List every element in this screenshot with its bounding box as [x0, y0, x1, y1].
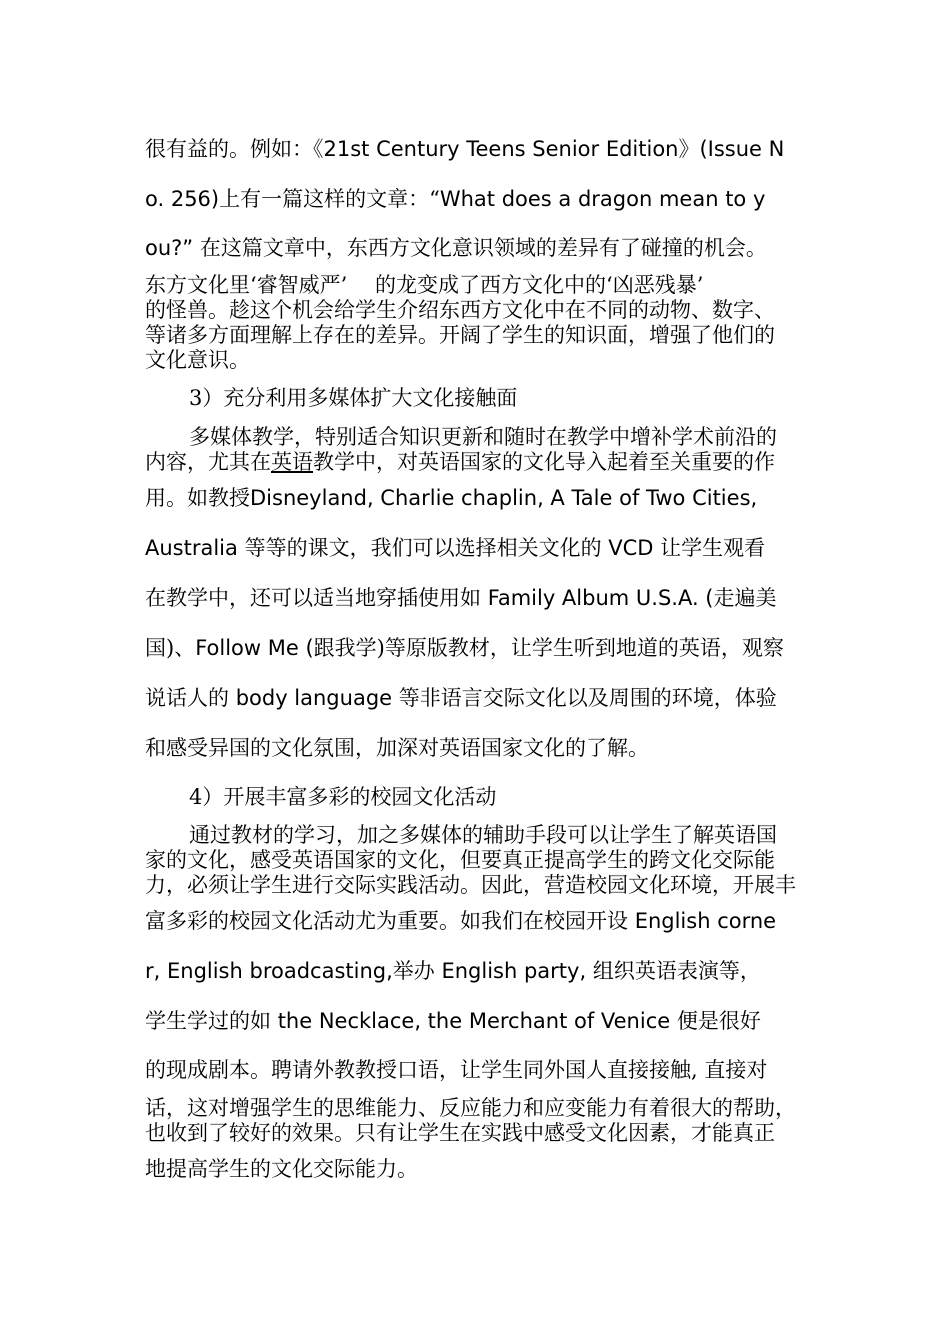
text-run: Disneyland, Charlie chaplin, A Tale of Two Cities, [250, 486, 758, 510]
text-run: 在教学中，还可以适当地穿插使用如 [145, 586, 488, 610]
text-line [145, 136, 810, 162]
text-line [145, 235, 810, 261]
text-run: English party, [441, 959, 587, 983]
text-run: 话，这对增强学生的思维能力、反应能力和应变能力有着很大的帮助， [145, 1096, 796, 1120]
text-run: 国)、 [145, 636, 196, 660]
text-run: 3）充分利用多媒体扩大文化接触面 [189, 386, 518, 410]
text-line [145, 908, 810, 934]
text-run: 很有益的。例如：《 [145, 137, 324, 161]
text-run: What does a dragon mean to y [439, 187, 766, 211]
text-line [189, 424, 854, 450]
text-run: 等非语言交际文化以及周围的环境，体验 [392, 686, 777, 710]
text-run: 内容，尤其在 [145, 450, 271, 474]
text-run: 的现成剧本。聘请外教教授口语，让学生同外国人直接接触, 直接对 [145, 1058, 768, 1082]
text-run: 便是很好 [670, 1009, 761, 1033]
text-run: 》(Issue N [678, 137, 785, 161]
text-run: English corne [634, 909, 777, 933]
text-run: 在这篇文章中，东西方文化意识领域的差异有了碰撞的机会。 [193, 236, 767, 260]
text-run: 和感受异国的文化氛围，加深对英语国家文化的了解。 [145, 736, 649, 760]
text-line [145, 685, 810, 711]
text-line [145, 1095, 810, 1121]
text-line [145, 1156, 810, 1182]
text-run: 也收到了较好的效果。只有让学生在实践中感受文化因素，才能真正 [145, 1121, 775, 1145]
text-run: r, English broadcasting, [145, 959, 393, 983]
text-run: the Necklace, the Merchant of Venice [277, 1009, 671, 1033]
text-run: 用。如教授 [145, 486, 250, 510]
text-run: 教学中，对英语国家的文化导入起着至关重要的作 [313, 450, 775, 474]
text-line [189, 822, 854, 848]
text-line [145, 1057, 810, 1083]
text-run: 东方文化里‘睿智威严’ 的龙变成了西方文化中的‘凶恶残暴’ [145, 273, 704, 297]
text-run: 让学生观看 [653, 536, 766, 560]
text-run: 通过教材的学习，加之多媒体的辅助手段可以让学生了解英语国 [189, 823, 777, 847]
text-run: 学生学过的如 [145, 1009, 278, 1033]
text-run: 多媒体教学，特别适合知识更新和随时在教学中增补学术前沿的 [189, 425, 777, 449]
text-line [145, 485, 810, 511]
text-line [145, 1120, 810, 1146]
text-run: 组织英语表演等， [586, 959, 761, 983]
text-line [145, 1008, 810, 1034]
text-line [145, 635, 810, 661]
text-line [145, 186, 810, 212]
text-line [145, 297, 810, 323]
text-run: 跟我学)等原版教材，让学生听到地道的英语，观察 [313, 636, 784, 660]
text-run: 文化意识。 [145, 348, 250, 372]
text-run: 21st Century Teens Senior Edition [323, 137, 679, 161]
text-run: 等诸多方面理解上存在的差异。开阔了学生的知识面，增强了他们的 [145, 323, 775, 347]
english-link[interactable]: 英语 [271, 450, 313, 474]
text-line [145, 535, 810, 561]
text-run: Family Album U.S.A. ( [487, 586, 714, 610]
text-line [145, 735, 810, 761]
text-run: o. 256) [145, 187, 220, 211]
text-run: body language [235, 686, 393, 710]
text-line [145, 347, 810, 373]
text-run: Follow Me ( [195, 636, 314, 660]
text-run: 4）开展丰富多彩的校园文化活动 [189, 785, 497, 809]
text-run: 举办 [392, 959, 442, 983]
text-run: ou?” [145, 236, 194, 260]
text-line [145, 872, 810, 898]
text-run: 家的文化，感受英语国家的文化，但要真正提高学生的跨文化交际能 [145, 848, 775, 872]
text-line [145, 449, 810, 475]
text-run: 上有一篇这样的文章：“ [219, 187, 440, 211]
text-run: 等等的课文，我们可以选择相关文化的 [237, 536, 609, 560]
text-line [145, 958, 810, 984]
text-run: Australia [145, 536, 238, 560]
text-line [145, 847, 810, 873]
text-run: 的怪兽。趁这个机会给学生介绍东西方文化中在不同的动物、数字、 [145, 298, 775, 322]
text-run: 说话人的 [145, 686, 236, 710]
text-line [145, 272, 810, 298]
text-run: 力，必须让学生进行交际实践活动。因此，营造校园文化环境，开展丰 [145, 873, 796, 897]
text-run: VCD [608, 536, 654, 560]
section-heading [189, 784, 854, 810]
text-line [145, 585, 810, 611]
text-line [145, 322, 810, 348]
text-run: 富多彩的校园文化活动尤为重要。如我们在校园开设 [145, 909, 635, 933]
section-heading [189, 385, 854, 411]
text-run: 地提高学生的文化交际能力。 [145, 1157, 418, 1181]
text-run: 走遍美 [713, 586, 777, 610]
